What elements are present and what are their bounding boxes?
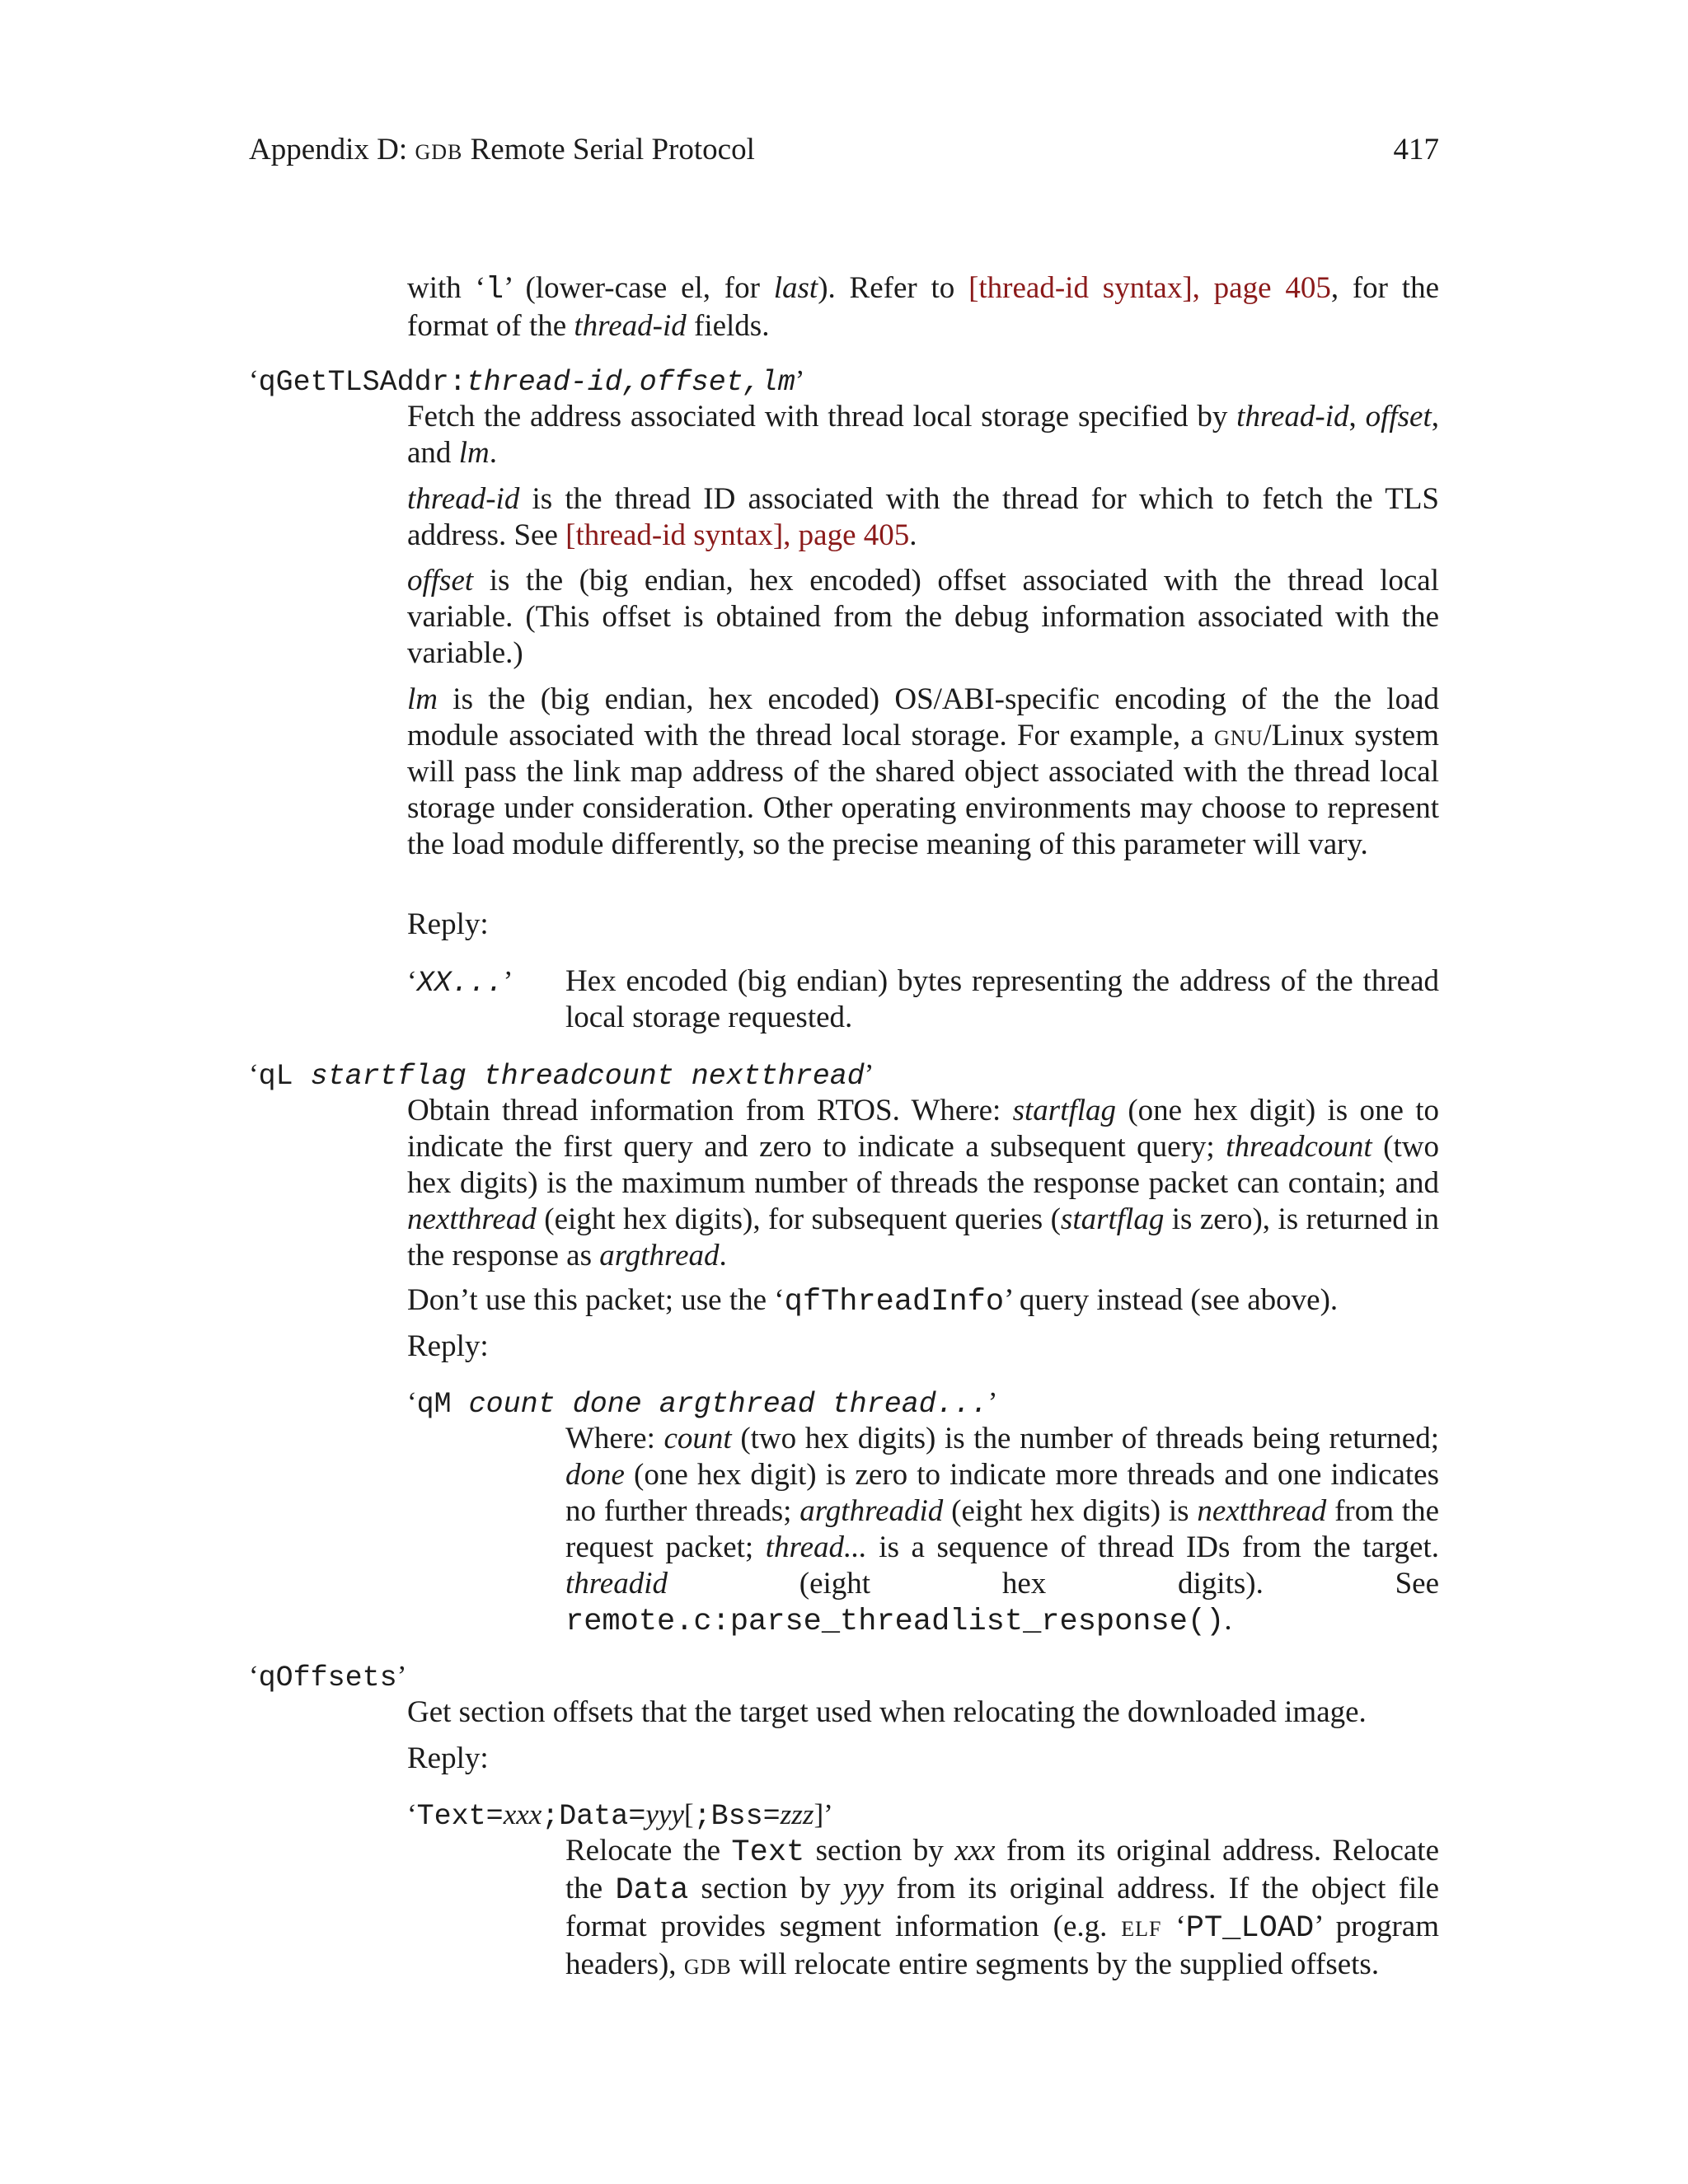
qgettlsaddr-desc-paragraph: Fetch the address associated with thread local storage specified by thread-id, offset, and lm. [407, 400, 1440, 470]
qm-reply-term: ‘qM count done argthread thread...’ [407, 1386, 998, 1421]
ql-reply-label: Reply: [407, 1329, 489, 1363]
qgettlsaddr-threadid-paragraph: thread-id is the thread ID associated with the thread for which to fetch the TLS address. See [thread-id syntax], page 405. [407, 482, 1439, 552]
ql-term: ‘qL startflag threadcount nextthread’ [249, 1058, 874, 1093]
qgettlsaddr-reply-label: Reply: [407, 907, 489, 941]
qoffsets-desc-paragraph: Get section offsets that the target used when relocating the downloaded image. [407, 1695, 1367, 1729]
ql-desc-paragraph: Obtain thread information from RTOS. Where: startflag (one hex digit) is one to indicate the first query and zero to indicate a subsequent query; threadcount (two hex digits) is the maximum number of threads the response packet can contain; and nextthread (eight hex digits), for subsequent queries (startflag is zero), is returned in the response as argthread. [407, 1094, 1439, 1272]
qm-reply-desc: Where: count (two hex digits) is the number of threads being returned; done (one hex digit) is zero to indicate more threads and one indicates no further threads; argthreadid (eight hex digits) is nextthread from the request packet; thread... is a sequence of thread IDs from the target. threadid (eight hex digits). See remote.c:parse_threadlist_response(). [565, 1422, 1440, 1639]
qgettlsaddr-reply-term: ‘XX...’ [407, 965, 513, 1000]
page-number: 417 [1393, 133, 1439, 166]
intro-paragraph: with ‘l’ (lower-case el, for last). Refer to [thread-id syntax], page 405, for the format of the thread-id fields. [407, 271, 1439, 343]
qoffsets-reply-desc: Relocate the Text section by xxx from its original address. Relocate the Data section by yyy from its original address. If the object file format provides segment information (e.g. elf ‘PT_LOAD’ program headers), gdb will relocate entire segments by the supplied offsets. [565, 1834, 1440, 1981]
ql-deprecation-paragraph: Don’t use this packet; use the ‘qfThreadInfo’ query instead (see above). [407, 1283, 1339, 1319]
qgettlsaddr-lm-paragraph: lm is the (big endian, hex encoded) OS/ABI-specific encoding of the the load module associated with the thread local storage. For example, a gnu/Linux system will pass the link map address of the shared object associated with the thread local storage under consideration. Other operating environments may choose to represent the load module differently, so the precise meaning of this parameter will vary. [407, 682, 1439, 861]
qgettlsaddr-offset-paragraph: offset is the (big endian, hex encoded) offset associated with the thread local variable. (This offset is obtained from the debug information associated with the variable.) [407, 564, 1439, 670]
qgettlsaddr-term: ‘qGetTLSAddr:thread-id,offset,lm’ [249, 364, 805, 399]
thread-id-syntax-link[interactable]: [thread-id syntax], page 405 [565, 518, 910, 552]
qgettlsaddr-reply-desc: Hex encoded (big endian) bytes representing the address of the thread local storage requested. [565, 964, 1439, 1034]
page-header-title: Appendix D: gdb Remote Serial Protocol [249, 133, 755, 166]
qoffsets-reply-term: ‘Text=xxx;Data=yyy[;Bss=zzz]’ [407, 1798, 833, 1833]
qoffsets-term: ‘qOffsets’ [249, 1660, 407, 1694]
thread-id-syntax-link[interactable]: [thread-id syntax], page 405 [968, 271, 1331, 305]
qoffsets-reply-label: Reply: [407, 1741, 489, 1775]
